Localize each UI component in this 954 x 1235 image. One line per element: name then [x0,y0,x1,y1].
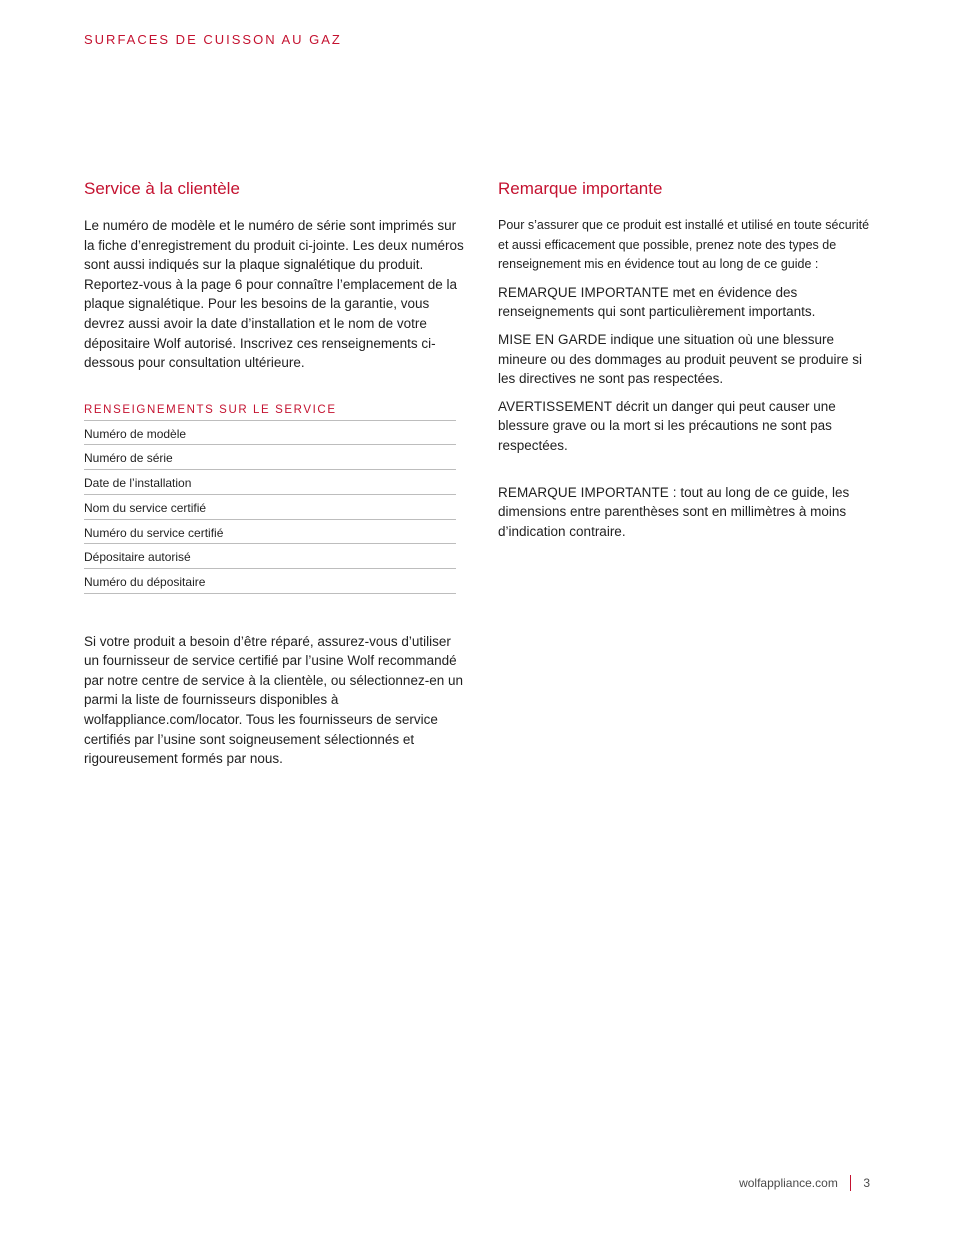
service-info-table [84,421,464,594]
repair-paragraph: Si votre produit a besoin d’être réparé, assurez-vous d’utiliser un fournisseur de service certifié par l’usine Wolf recommandé par notre centre de service à la clientèle, ou sélectionnez-en un parmi la liste de fournisseurs disponibles à wolfappliance.com/locator. Tous les fournisseurs de service certifiés par l’usine sont soigneusement sélectionnés et rigoureusement formés par nous. [84,633,463,767]
note-important-keyword: REMARQUE IMPORTANTE [498,284,669,300]
important-note-intro: Pour s’assurer que ce produit est installé et utilisé en toute sécurité et aussi efficacement que possible, prenez note des types de renseignement mis en évidence tout au long de ce guide : [498,218,870,272]
important-note-heading: Remarque importante [498,179,663,198]
note-caution-keyword: MISE EN GARDE [498,331,607,347]
customer-service-column [84,178,464,769]
service-row-model-number: Numéro de modèle [84,421,456,446]
page-number: 3 [863,1176,870,1190]
dimensions-note [498,483,882,542]
page-footer [739,1175,870,1191]
important-note-column [498,178,882,541]
customer-service-heading: Service à la clientèle [84,179,240,198]
running-header: SURFACES DE CUISSON AU GAZ [84,32,342,47]
service-row-install-date: Date de l’installation [84,470,456,495]
note-important [498,283,882,322]
customer-service-intro: Le numéro de modèle et le numéro de série sont imprimés sur la fiche d’enregistrement du produit ci-jointe. Les deux numéros sont aussi indiqués sur la plaque signalétique du produit. Reportez-vous à la page 6 pour connaître l’emplacement de la plaque signalétique. Pour les besoins de la garantie, vous devrez aussi avoir la date d’installation et le nom de votre dépositaire Wolf autorisé. Inscrivez ces renseignements ci-dessous pour consultation ultérieure. [84,218,464,371]
note-warning-keyword: AVERTISSEMENT [498,398,613,414]
note-warning [498,397,882,456]
footer-website-link[interactable]: wolfappliance.com [739,1176,838,1190]
service-row-certified-service-number: Numéro du service certifié [84,520,456,545]
service-row-authorized-dealer: Dépositaire autorisé [84,544,456,569]
note-caution [498,330,882,389]
service-row-dealer-number: Numéro du dépositaire [84,569,456,594]
note-caution-text: indique une situation où une blessure mineure ou des dommages au produit peuvent se produire si les directives ne sont pas respectées. [498,331,862,387]
dimensions-note-text: tout au long de ce guide, les dimensions entre parenthèses sont en millimètres à moins d’indication contraire. [498,484,850,539]
service-row-serial-number: Numéro de série [84,445,456,470]
footer-divider [850,1175,852,1191]
service-row-certified-service-name: Nom du service certifié [84,495,456,520]
note-important-text: met en évidence des renseignements qui sont particulièrement importants. [498,284,816,320]
service-info-label: RENSEIGNEMENTS SUR LE SERVICE [84,404,456,421]
note-warning-text: décrit un danger qui peut causer une blessure grave ou la mort si les précautions ne sont pas respectées. [498,398,836,453]
dimensions-note-keyword: REMARQUE IMPORTANTE : [498,484,677,500]
